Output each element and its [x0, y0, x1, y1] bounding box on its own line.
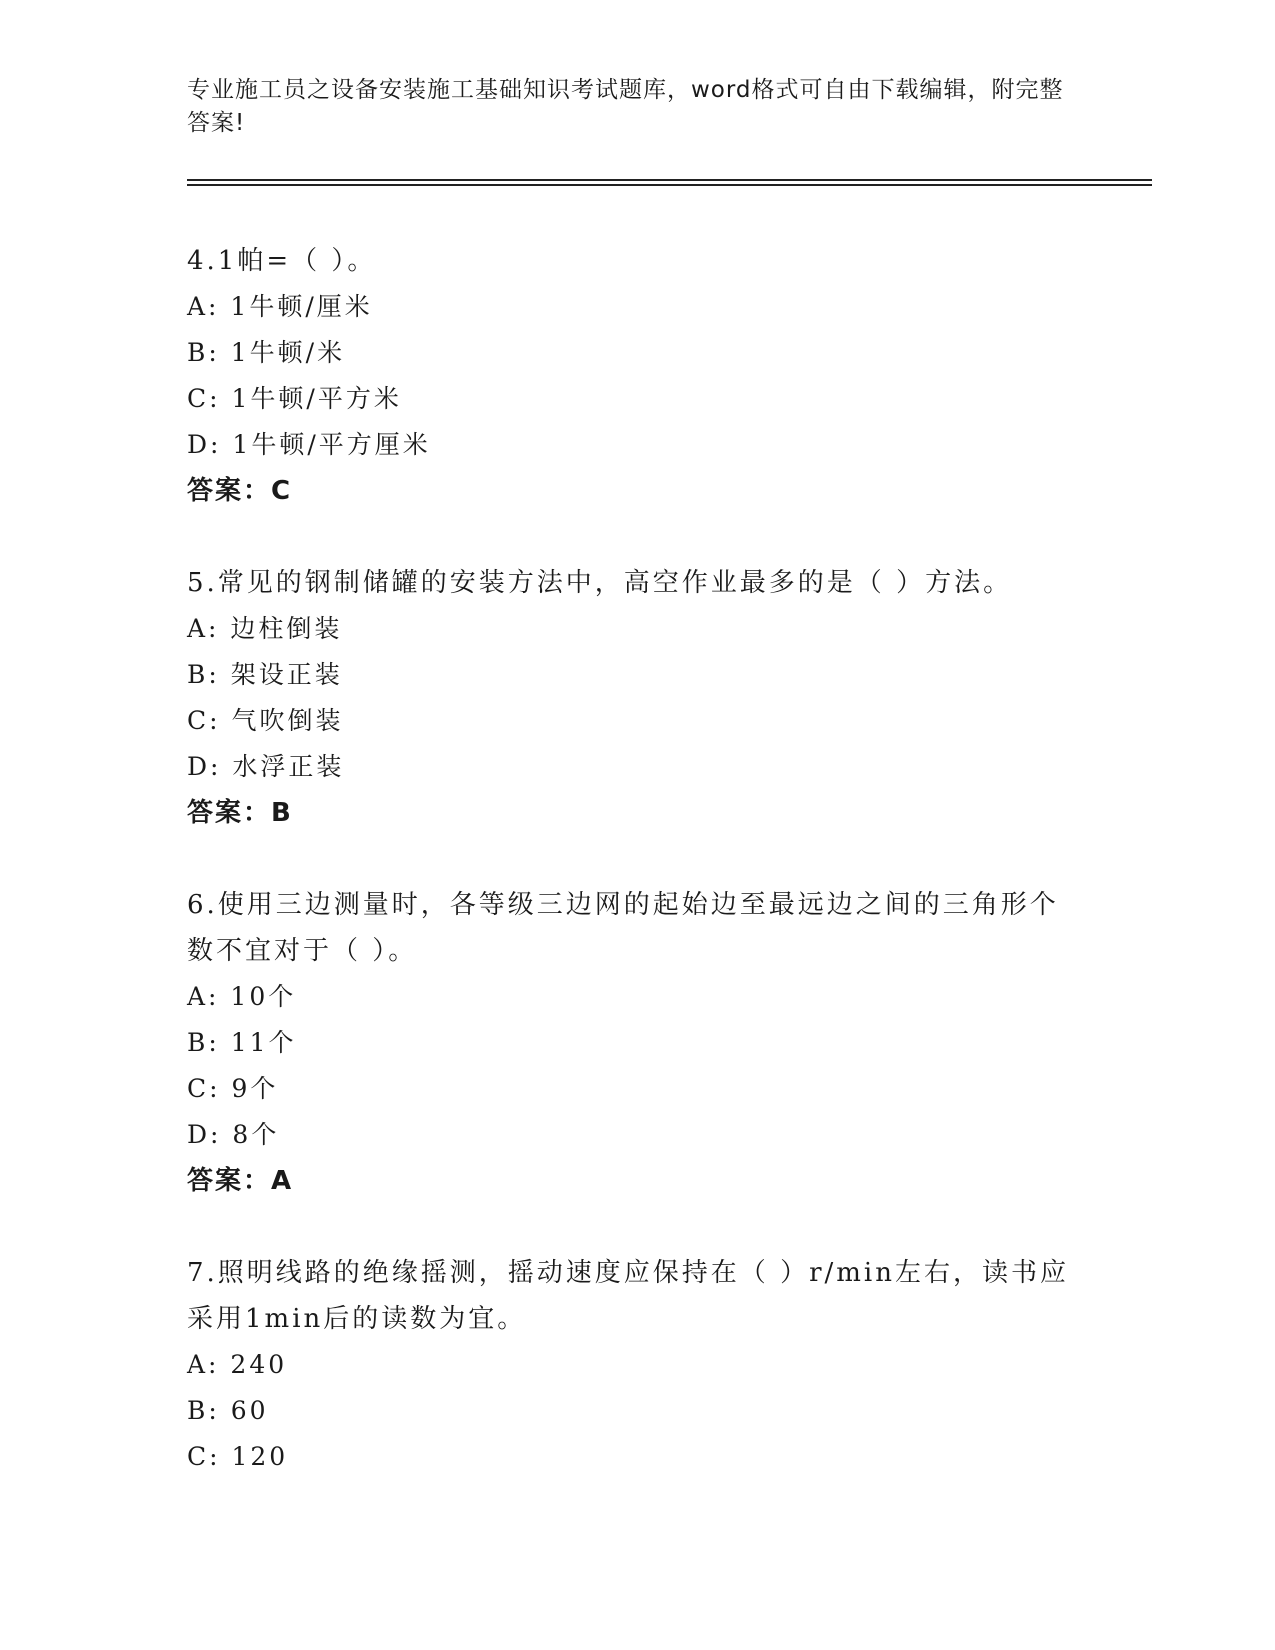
- question-text: 4.1帕=（ ）。: [187, 246, 377, 276]
- option-b: B: 架设正装: [187, 660, 343, 689]
- option-b: B: 1牛顿/米: [187, 338, 346, 367]
- option-a: A: 边柱倒装: [187, 614, 343, 643]
- question-text: 6.使用三边测量时，各等级三边网的起始边至最远边之间的三角形个数不宜对于（ ）。: [187, 890, 1059, 966]
- question-list: [187, 238, 1087, 1526]
- option-a: A: 1牛顿/厘米: [187, 292, 373, 321]
- question-5: [187, 560, 1087, 836]
- question-7: [187, 1250, 1087, 1480]
- option-c: C: 120: [187, 1442, 289, 1471]
- option-d: D: 1牛顿/平方厘米: [187, 430, 431, 459]
- question-text: 7.照明线路的绝缘摇测，摇动速度应保持在（ ）r/min左右，读书应采用1min后的读数为宜。: [187, 1258, 1069, 1334]
- option-c: C: 9个: [187, 1074, 279, 1103]
- answer-line: 答案：C: [187, 476, 293, 506]
- option-d: D: 8个: [187, 1120, 280, 1149]
- option-b: B: 60: [187, 1396, 269, 1425]
- header-divider-top: [187, 179, 1152, 181]
- answer-line: 答案：A: [187, 1166, 294, 1196]
- option-b: B: 11个: [187, 1028, 297, 1057]
- option-c: C: 1牛顿/平方米: [187, 384, 402, 413]
- option-a: A: 10个: [187, 982, 297, 1011]
- question-6: [187, 882, 1087, 1204]
- option-a: A: 240: [187, 1350, 288, 1379]
- answer-line: 答案：B: [187, 798, 293, 828]
- question-text: 5.常见的钢制储罐的安装方法中，高空作业最多的是（ ）方法。: [187, 568, 1013, 598]
- header-divider-bottom: [187, 184, 1152, 186]
- question-4: [187, 238, 1087, 514]
- option-d: D: 水浮正装: [187, 752, 345, 781]
- document-header: 专业施工员之设备安装施工基础知识考试题库，word格式可自由下载编辑，附完整答案!: [187, 77, 1064, 136]
- option-c: C: 气吹倒装: [187, 706, 344, 735]
